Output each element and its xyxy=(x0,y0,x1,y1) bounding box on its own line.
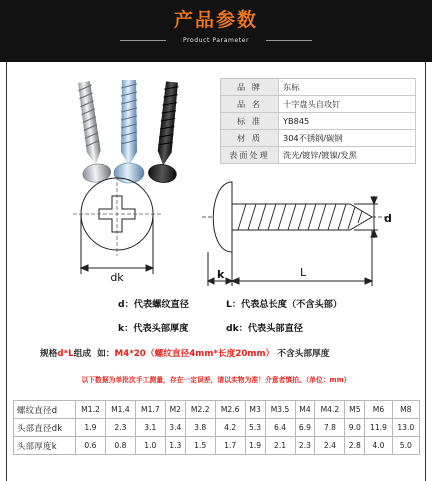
model-example: M4*20（螺纹直径4mm*长度20mm） xyxy=(114,349,275,359)
size-cell: 1.9 xyxy=(76,419,106,437)
header-banner xyxy=(0,0,432,62)
thread-lines xyxy=(238,204,362,230)
model-suffix: 组成 如： xyxy=(73,349,115,359)
size-table-body xyxy=(14,401,420,455)
size-cell: M3.5 xyxy=(265,401,295,419)
page-subtitle: Product Parameter xyxy=(182,37,250,44)
size-cell: 6.4 xyxy=(265,419,295,437)
size-cell: 1.5 xyxy=(185,437,215,455)
spec-key: 标 准 xyxy=(221,113,279,130)
size-cell: 1.7 xyxy=(215,437,245,455)
spec-value: 洗光/镀锌/镀镍/发黑 xyxy=(279,147,416,164)
size-table-row xyxy=(14,419,420,437)
silver-screw xyxy=(70,80,112,184)
spec-row xyxy=(221,130,416,147)
size-cell: 4.2 xyxy=(215,419,245,437)
size-cell: 13.0 xyxy=(392,419,419,437)
legend-dk: dk：代表头部直径 xyxy=(226,323,303,334)
size-table-row xyxy=(14,401,420,419)
size-cell: 1.3 xyxy=(165,437,185,455)
size-cell: 2.4 xyxy=(315,437,345,455)
size-cell: 5.0 xyxy=(392,437,419,455)
divider-right xyxy=(266,40,312,41)
size-cell: 1.0 xyxy=(135,437,165,455)
size-cell: M4.2 xyxy=(315,401,345,419)
spec-value: 十字盘头自攻钉 xyxy=(279,96,416,113)
black-screw xyxy=(148,81,186,184)
model-format-line xyxy=(40,347,329,359)
size-cell: M2 xyxy=(165,401,185,419)
spec-row xyxy=(221,96,416,113)
k-label: k xyxy=(217,268,225,281)
blue-zinc-screw xyxy=(114,80,144,183)
size-cell: 3.1 xyxy=(135,419,165,437)
size-cell: M4 xyxy=(295,401,315,419)
spec-key: 品 牌 xyxy=(221,79,279,96)
spec-key: 表面处理 xyxy=(221,147,279,164)
size-cell: 0.8 xyxy=(105,437,135,455)
legend-k: k：代表头部厚度 xyxy=(118,323,189,334)
size-row-label: 头部厚度k xyxy=(14,437,76,455)
size-cell: 2.3 xyxy=(105,419,135,437)
size-row-label: 头部直径dk xyxy=(14,419,76,437)
size-cell: M1.7 xyxy=(135,401,165,419)
size-cell: 5.3 xyxy=(245,419,265,437)
legend-d: d：代表螺纹直径 xyxy=(118,299,189,310)
spec-key: 材 质 xyxy=(221,130,279,147)
size-cell: M6 xyxy=(365,401,392,419)
spec-value: 东标 xyxy=(279,79,416,96)
size-cell: M2.6 xyxy=(215,401,245,419)
spec-table xyxy=(220,78,416,164)
screw-dimension-diagram xyxy=(0,176,432,292)
spec-value: 304不锈钢/碳钢 xyxy=(279,130,416,147)
size-row-label: 螺纹直径d xyxy=(14,401,76,419)
dk-label: dk xyxy=(110,271,124,284)
model-code: d*L xyxy=(57,349,74,359)
size-table xyxy=(13,400,420,455)
legend-L: L：代表总长度（不含头部） xyxy=(226,299,343,310)
head-side-view xyxy=(213,182,232,252)
product-photo-screws xyxy=(62,76,202,186)
size-cell: M5 xyxy=(345,401,365,419)
size-cell: 2.1 xyxy=(265,437,295,455)
size-cell: 3.4 xyxy=(165,419,185,437)
size-cell: M8 xyxy=(392,401,419,419)
size-cell: M2.2 xyxy=(185,401,215,419)
size-cell: 2.3 xyxy=(295,437,315,455)
spec-key: 品 名 xyxy=(221,96,279,113)
spec-row xyxy=(221,147,416,164)
L-label: L xyxy=(300,266,307,279)
model-note: 不含头部厚度 xyxy=(277,349,330,359)
d-label: d xyxy=(384,212,392,225)
spec-row xyxy=(221,79,416,96)
size-cell: 1.9 xyxy=(245,437,265,455)
size-cell: 0.6 xyxy=(76,437,106,455)
size-cell: 4.0 xyxy=(365,437,392,455)
measurement-notice: 以下数据为单批次手工测量，存在一定误差，请以实物为准！介意者慎拍。（单位：mm） xyxy=(81,376,351,384)
size-cell: 6.9 xyxy=(295,419,315,437)
size-table-row xyxy=(14,437,420,455)
size-cell: 7.8 xyxy=(315,419,345,437)
size-cell: 2.8 xyxy=(345,437,365,455)
size-cell: M1.4 xyxy=(105,401,135,419)
spec-value: YB845 xyxy=(279,113,416,130)
size-cell: 9.0 xyxy=(345,419,365,437)
page-title: 产品参数 xyxy=(173,9,258,31)
model-prefix: 规格 xyxy=(40,349,58,359)
size-cell: 11.9 xyxy=(365,419,392,437)
spec-row xyxy=(221,113,416,130)
size-cell: M3 xyxy=(245,401,265,419)
size-cell: M1.2 xyxy=(76,401,106,419)
size-cell: 3.8 xyxy=(185,419,215,437)
